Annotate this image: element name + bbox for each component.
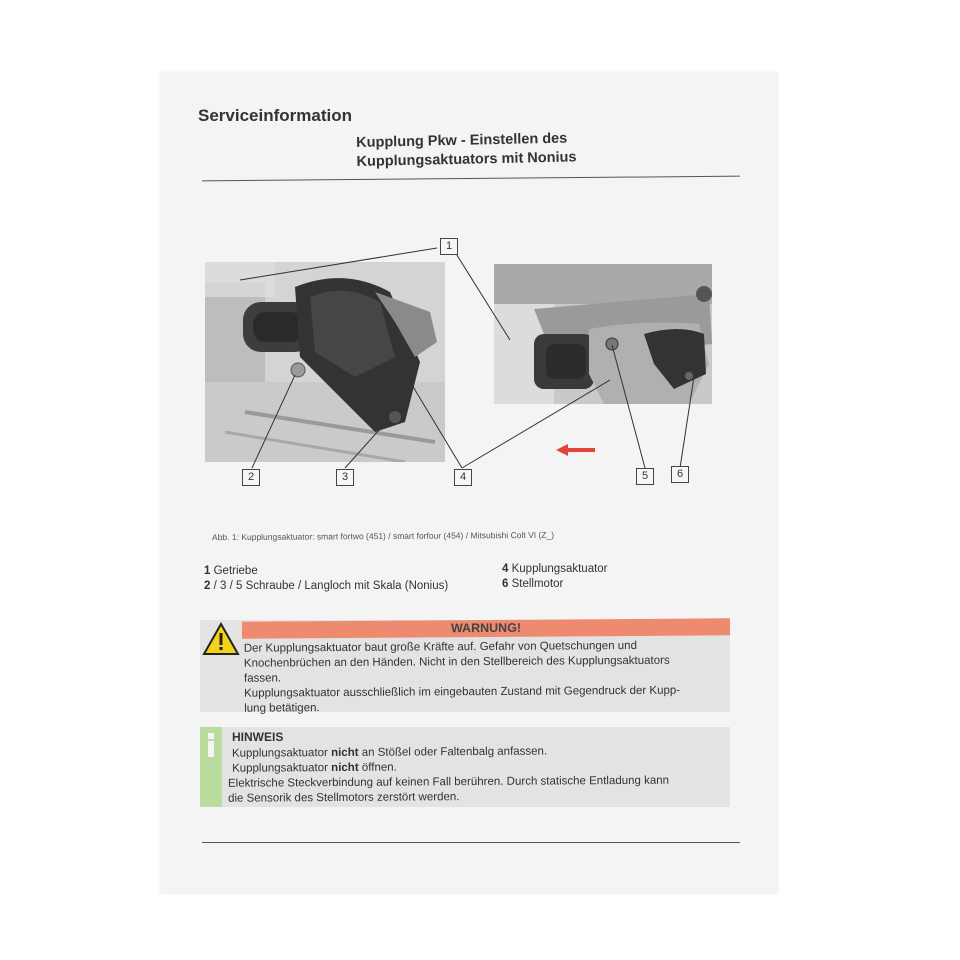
legend-left [204,564,448,594]
legend-right [502,562,608,592]
legend-item [204,564,448,579]
subtitle-line-2: Kupplungsaktuators mit Nonius [356,149,577,170]
footer-rule [202,842,740,843]
legend-number: 1 [204,565,211,577]
note-header: HINWEIS [232,730,284,744]
callout-2: 2 [242,469,260,486]
warning-line: lung betätigen. [244,702,320,715]
note-text [232,743,727,776]
warning-text [244,638,729,716]
callout-4: 4 [454,469,472,486]
warning-triangle-icon [202,622,240,661]
warning-line: Der Kupplungsaktuator baut große Kräfte auf. Gefahr von Quetschungen und [243,639,637,655]
legend-item [502,562,608,577]
warning-line: Kupplungsaktuator ausschließlich im eingebauten Zustand mit Gegendruck der Kupp- [244,684,681,700]
callout-3: 3 [336,469,354,486]
note-line: Kupplungsaktuator nicht an Stößel oder Faltenbalg anfassen. [231,745,548,760]
document-title: Serviceinformation [198,106,352,125]
legend-number: 4 [502,563,509,575]
legend-number: 6 [502,578,509,590]
callout-5: 5 [636,468,654,485]
note-stripe [200,727,222,807]
note-line: Kupplungsaktuator nicht öffnen. [232,761,397,775]
note-line: die Sensorik des Stellmotors zerstört werden. [228,791,460,805]
legend-item [502,577,608,592]
warning-header: WARNUNG! [242,618,730,638]
red-arrow-icon [556,444,595,456]
legend-text: Stellmotor [508,578,564,590]
legend-item [204,579,448,594]
note-line: Elektrische Steckverbindung auf keinen Fall berühren. Durch statische Entladung kann [227,774,670,790]
legend-text: / 3 / 5 Schraube / Langloch mit Skala (Nonius) [210,580,449,592]
callout-1: 1 [440,238,458,255]
warning-line: fassen. [243,672,282,685]
legend-number: 2 [204,580,211,592]
figure-caption: Abb. 1: Kupplungsaktuator: smart fortwo (451) / smart forfour (454) / Mitsubishi Colt VI (Z_) [211,529,555,543]
info-icon [200,727,222,807]
legend-text: Kupplungsaktuator [508,563,608,575]
warning-line: Knochenbrüchen an den Händen. Nicht in den Stellbereich des Kupplungsaktuators [243,654,670,670]
subtitle-line-1: Kupplung Pkw - Einstellen des [356,130,568,151]
callout-6: 6 [671,466,689,483]
legend-text: Getriebe [210,565,258,577]
note-text-continued [228,773,728,806]
